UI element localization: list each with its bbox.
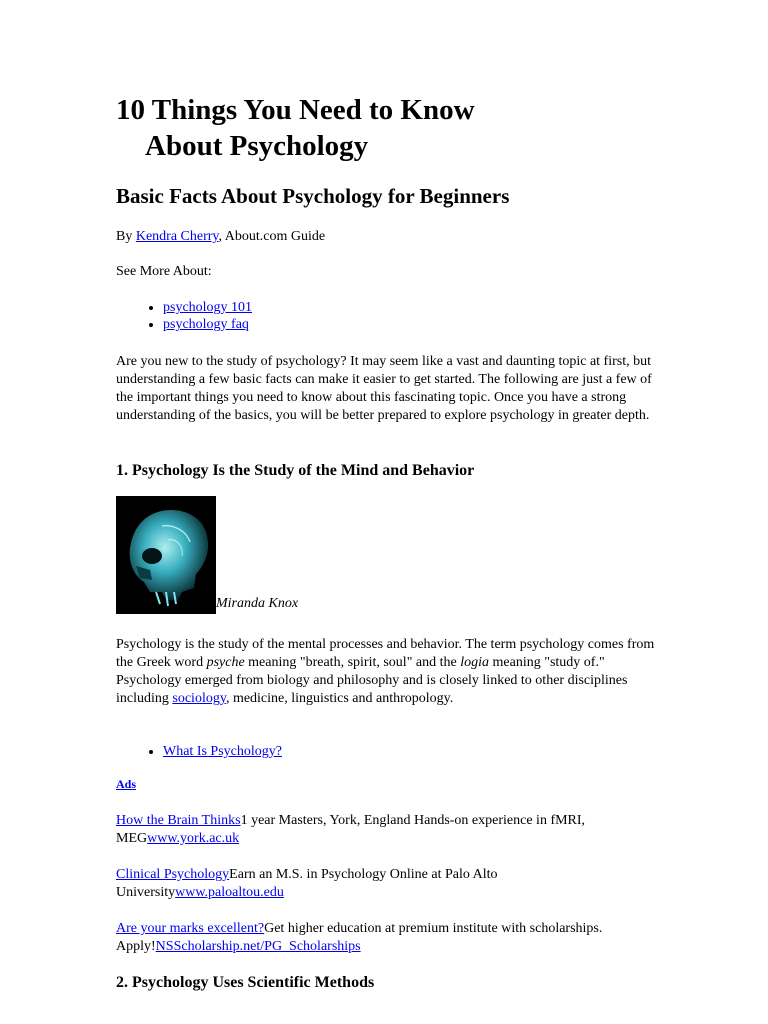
article-title <box>116 92 475 164</box>
ad-item <box>116 920 661 956</box>
ad-text: Earn an M.S. in Psychology Online at Palo Alto University <box>116 867 498 900</box>
body-text: , medicine, linguistics and anthropology. <box>225 691 454 706</box>
ad-url-link[interactable]: www.york.ac.uk <box>147 831 240 846</box>
see-more-link-psychology-101[interactable]: psychology 101 <box>163 300 253 315</box>
ad-title-link[interactable]: Clinical Psychology <box>116 867 230 882</box>
ad-item <box>116 812 661 848</box>
byline <box>116 228 661 246</box>
body-emphasis: psyche <box>206 655 245 670</box>
byline-suffix: , About.com Guide <box>218 229 326 244</box>
article-subtitle: Basic Facts About Psychology for Beginners <box>116 184 510 208</box>
ad-title-link[interactable]: Are your marks excellent? <box>116 921 265 936</box>
body-text: meaning "breath, spirit, soul" and the <box>244 655 461 670</box>
list-item <box>163 299 252 316</box>
ad-url-link[interactable]: NSScholarship.net/PG_Scholarships <box>155 939 361 954</box>
ad-title-link[interactable]: How the Brain Thinks <box>116 813 241 828</box>
ads-link[interactable]: Ads <box>116 777 137 791</box>
see-more-link-psychology-faq[interactable]: psychology faq <box>163 317 249 332</box>
title-line-1: 10 Things You Need to Know <box>116 94 475 126</box>
ad-item <box>116 866 661 902</box>
body-text: meaning "study of." Psychology emerged from biology and philosophy and is closely linked to other disciplines including <box>116 655 628 706</box>
author-link[interactable]: Kendra Cherry <box>135 229 219 244</box>
see-more-label: See More About: <box>116 264 212 279</box>
sociology-link[interactable]: sociology <box>172 691 226 706</box>
section-1-heading: 1. Psychology Is the Study of the Mind and Behavior <box>116 462 475 479</box>
list-item <box>163 743 282 760</box>
skull-xray-image <box>116 496 216 614</box>
list-item <box>163 316 252 333</box>
ads-label[interactable] <box>116 777 136 792</box>
ad-text: Get higher education at premium institute with scholarships. Apply! <box>116 921 603 954</box>
section-1-body <box>116 636 661 708</box>
body-emphasis: logia <box>460 655 490 670</box>
section-2-heading: 2. Psychology Uses Scientific Methods <box>116 974 375 991</box>
intro-paragraph: Are you new to the study of psychology? It may seem like a vast and daunting topic at first, but understanding a few basic facts can make it easier to get started. The following are just a few of the important things you need to know about this fascinating topic. Once you have a strong understanding of the basics, you will be better prepared to explore psychology in greater depth. <box>116 354 652 423</box>
title-line-2: About Psychology <box>145 130 369 162</box>
what-is-psychology-link[interactable]: What Is Psychology? <box>163 744 282 759</box>
byline-prefix: By <box>116 229 136 244</box>
figure-skull <box>116 496 298 616</box>
see-more-list <box>116 299 252 333</box>
related-list <box>116 743 282 760</box>
ad-url-link[interactable]: www.paloaltou.edu <box>175 885 284 900</box>
body-text: Psychology is the study of the mental processes and behavior. The term psychology comes from the Greek word <box>116 637 655 670</box>
image-credit: Miranda Knox <box>216 596 299 611</box>
ad-text: 1 year Masters, York, England Hands-on experience in fMRI, MEG <box>116 813 586 846</box>
